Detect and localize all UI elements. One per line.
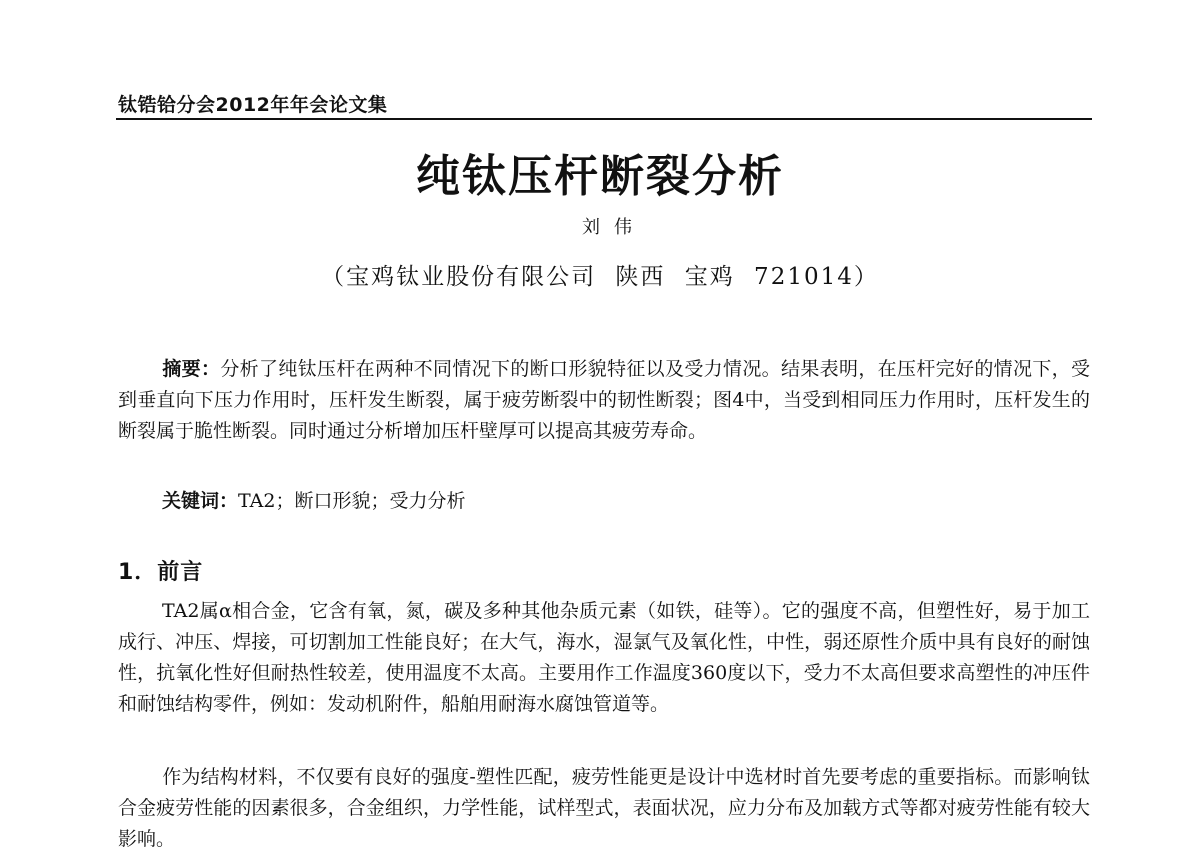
intro-paragraph-2-text: 作为结构材料，不仅要有良好的强度-塑性匹配，疲劳性能更是设计中选材时首先要考虑的重要指标。而影响钛合金疲劳性能的因素很多，合金组织，力学性能，试样型式，表面状况，应力分布及加载方式等都对疲劳性能有较大影响。 [118,766,1090,850]
intro-paragraph-1-text: TA2属α相合金，它含有氧，氮，碳及多种其他杂质元素（如铁，硅等）。它的强度不高，但塑性好，易于加工成行、冲压、焊接，可切割加工性能良好；在大气，海水，湿氯气及氧化性，中性，弱还原性介质中具有良好的耐蚀性，抗氧化性好但耐热性较差，使用温度不太高。主要用作工作温度360度以下，受力不太高但要求高塑性的冲压件和耐蚀结构零件，例如：发动机附件，船舶用耐海水腐蚀管道等。 [118,600,1090,715]
abstract-text: 分析了纯钛压杆在两种不同情况下的断口形貌特征以及受力情况。结果表明，在压杆完好的情况下，受到垂直向下压力作用时，压杆发生断裂，属于疲劳断裂中的韧性断裂；图4中，当受到相同压力作用时，压杆发生的断裂属于脆性断裂。同时通过分析增加压杆壁厚可以提高其疲劳寿命。 [118,358,1090,442]
abstract-label: 摘要： [162,358,221,380]
paper-title: 纯钛压杆断裂分析 [416,151,784,202]
author-name: 刘伟 [582,217,646,238]
header-rule [116,118,1092,120]
author-affiliation: （宝鸡钛业股份有限公司 陕西 宝鸡 721014） [321,264,879,290]
keywords [118,486,1090,517]
keywords-label: 关键词： [162,490,239,512]
abstract [118,354,1090,447]
intro-paragraph-1 [118,596,1090,720]
keywords-text: TA2；断口形貌；受力分析 [238,490,466,512]
intro-paragraph-2 [118,762,1090,855]
section-heading-introduction: 1．前言 [118,560,204,585]
running-header: 钛锆铪分会2012年年会论文集 [118,94,388,116]
